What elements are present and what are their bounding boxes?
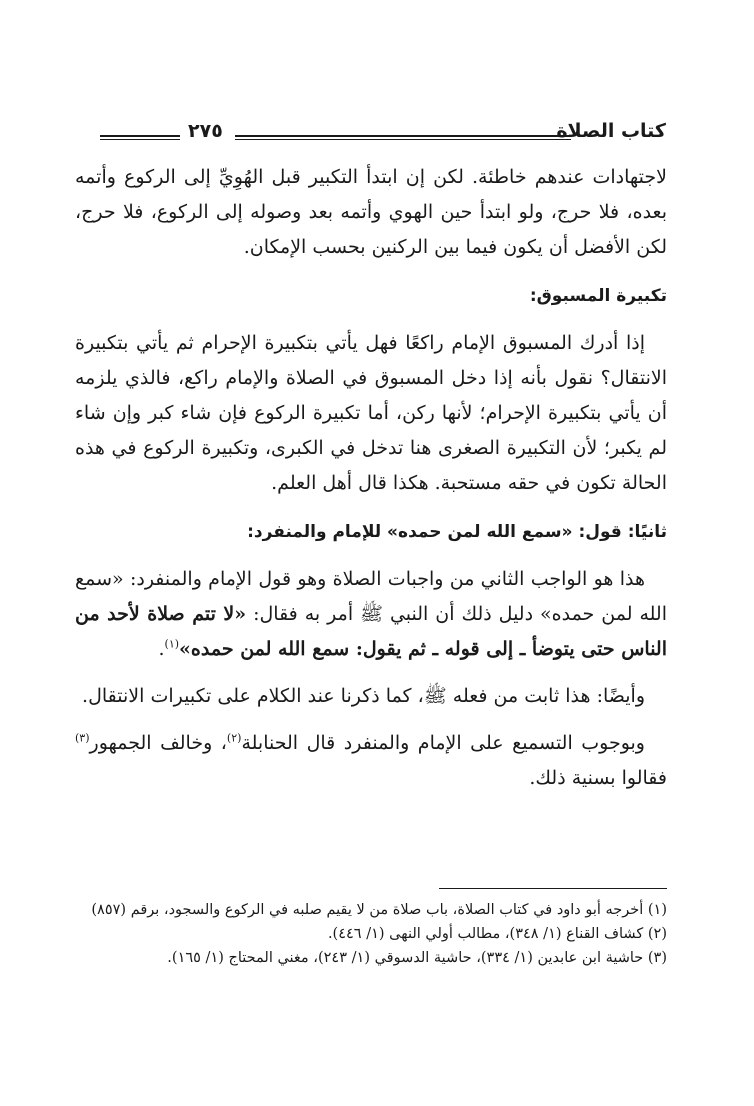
- footnote: (٢) كشاف القناع (١/ ٣٤٨)، مطالب أولي النهى (١/ ٤٤٦).: [327, 926, 667, 942]
- paragraph: إذا أدرك المسبوق الإمام راكعًا فهل يأتي بتكبيرة الإحرام ثم يأتي بتكبيرة الانتقال؟ نقول بأنه إذا دخل المسبوق في الصلاة والإمام راكع، فالذي يلزمه أن يأتي بتكبيرة الإحرام؛ لأنها ركن، أما تكبيرة الركوع فإن شاء كبر وإن شاء لم يكبر؛ لأن التكبيرة الصغرى هنا تدخل في الكبرى، وتكبيرة الركوع في هذه الحالة تكون في حقه مستحبة. هكذا قال أهل العلم.: [75, 332, 667, 494]
- footnote: (١) أخرجه أبو داود في كتاب الصلاة، باب صلاة من لا يقيم صلبه في الركوع والسجود، برقم (٨٥٧): [91, 902, 667, 918]
- footnote-ref: (٣): [75, 731, 90, 745]
- paragraph: لاجتهادات عندهم خاطئة. لكن إن ابتدأ التكبير قبل الهُوِيِّ إلى الركوع وأتمه بعده، فلا حرج، ولو ابتدأ حين الهوي وأتمه بعد وصوله إلى الركوع، فلا حرج، لكن الأفضل أن يكون فيما بين الركنين بحسب الإمكان.: [75, 166, 667, 258]
- section-heading-masbuq: تكبيرة المسبوق:: [529, 286, 667, 306]
- header-rule-short: [100, 135, 180, 140]
- footnote: (٣) حاشية ابن عابدين (١/ ٣٣٤)، حاشية الدسوقي (١/ ٢٤٣)، مغني المحتاج (١/ ١٦٥).: [167, 950, 667, 966]
- running-header: [100, 120, 666, 150]
- hadith-quote: «لا تتم صلاة لأحد من الناس حتى يتوضأ ـ إلى قوله ـ ثم يقول: سمع الله لمن حمده»: [75, 603, 667, 660]
- main-text: [75, 160, 667, 796]
- header-rule: [235, 135, 571, 140]
- footnote-separator: [439, 888, 667, 889]
- footnote-ref: (٢): [226, 731, 242, 745]
- paragraph: وأيضًا: هذا ثابت من فعله ﷺ، كما ذكرنا عند الكلام على تكبيرات الانتقال.: [82, 685, 645, 707]
- footnote-ref: (١): [164, 637, 180, 651]
- paragraph-text: هذا هو الواجب الثاني من واجبات الصلاة وهو قول الإمام والمنفرد: «سمع الله لمن حمده» دليل ذلك أن النبي ﷺ أمر به فقال:: [75, 568, 667, 625]
- footnotes: [75, 898, 667, 970]
- paragraph: [75, 562, 667, 667]
- paragraph: [75, 726, 667, 796]
- paragraph-text: فقالوا بسنية ذلك.: [529, 767, 667, 789]
- book-title: كتاب الصلاة: [556, 120, 666, 142]
- section-heading-tasmi: ثانيًا: قول: «سمع الله لمن حمده» للإمام والمنفرد:: [247, 522, 667, 542]
- page-number: ٢٧٥: [188, 120, 223, 142]
- paragraph-text: .: [158, 638, 165, 660]
- paragraph-text: ، وخالف الجمهور: [89, 732, 227, 754]
- paragraph-text: وبوجوب التسميع على الإمام والمنفرد قال الحنابلة: [241, 732, 645, 754]
